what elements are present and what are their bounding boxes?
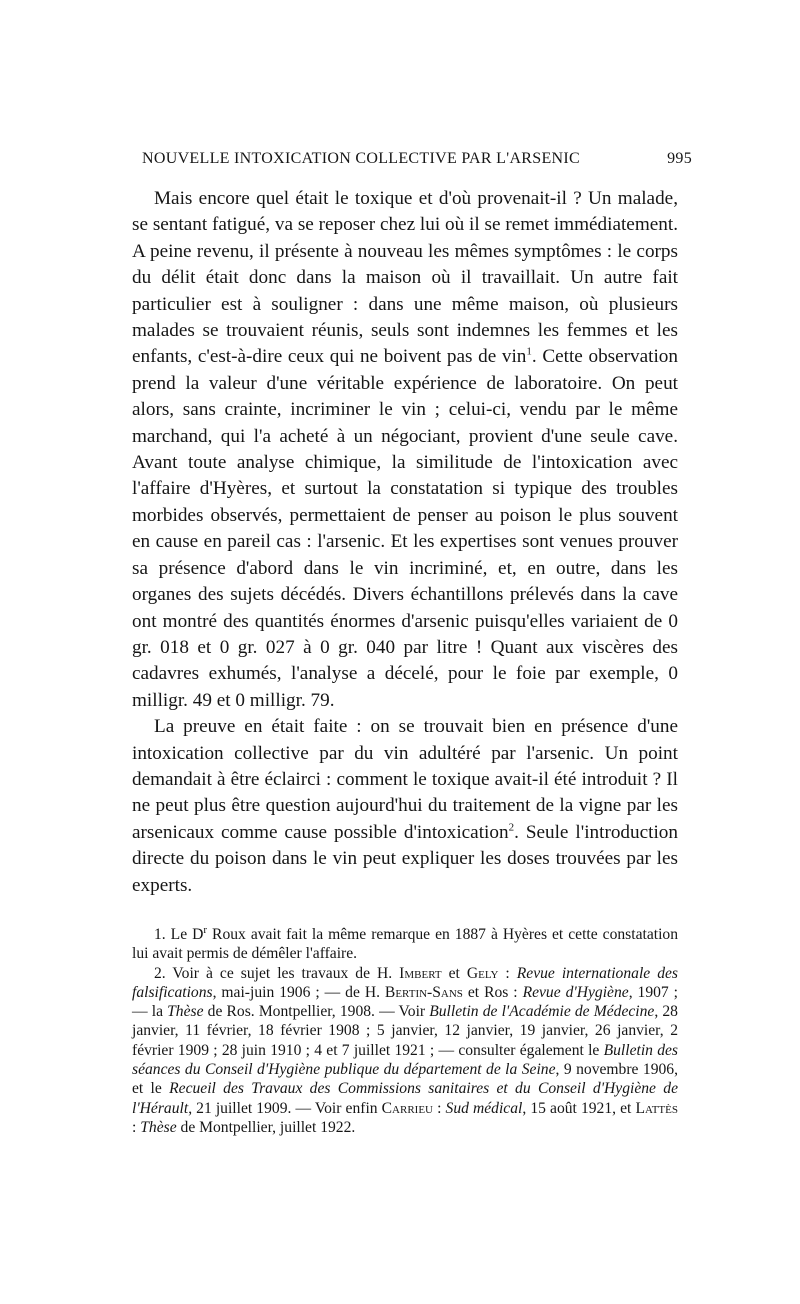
footnote-text: : — [433, 1099, 446, 1117]
footnote-text: , 9 novembre 1906, et le — [132, 1061, 678, 1098]
footnote-1 — [132, 925, 678, 964]
footnote-2 — [132, 964, 678, 1138]
footnote-text: Roux avait fait la même remarque en 1887 à Hyères et cette constatation lui avait permis de démêler l'affaire. — [132, 925, 679, 963]
author-name: Imbert — [399, 964, 442, 982]
running-title: NOUVELLE INTOXICATION COLLECTIVE PAR L'ARSENIC — [142, 150, 580, 167]
body-text — [132, 186, 678, 899]
footnote-text: : — [132, 1118, 141, 1136]
footnote-text: , mai-juin 1906 ; — de H. — [212, 983, 385, 1001]
journal-title: Bulletin de l'Académie de Médecine — [429, 1003, 655, 1021]
footnote-text: de Ros. Montpellier, 1908. — Voir — [203, 1003, 430, 1021]
footnote-text: , 21 juillet 1909. — Voir enfin — [188, 1099, 382, 1117]
paragraph-text: Mais encore quel était le toxique et d'où provenait-il ? Un malade, se sentant fatigué, va se reposer chez lui où il se remet immédiatement. A peine revenu, il présente à nouveau les mêmes symptômes : le corps du délit était donc dans la maison où il travaillait. Un autre fait particulier est à souligner : dans une même maison, où plusieurs malades se trouvaient réunis, seuls sont indemnes les femmes et les enfants, c'est-à-dire ceux qui ne boivent pas de vin — [132, 188, 678, 368]
work-title: Thèse — [140, 1118, 177, 1136]
footnote-text: : — [498, 964, 517, 982]
author-name: Lattès — [635, 1099, 678, 1117]
footnote-text: 1. Le D — [154, 925, 204, 943]
footnote-text: , 15 août 1921, et — [522, 1099, 636, 1117]
journal-title: Recueil des Travaux des Commissions sanitaires et du Conseil d'Hygiène de l'Hérault — [132, 1080, 679, 1117]
running-head — [142, 150, 692, 168]
paragraph-text: . Cette observation prend la valeur d'une véritable expérience de laboratoire. On peut alors, sans crainte, incriminer le vin ; celui-ci, vendu par le même marchand, qui l'a acheté à un négociant, provient d'une seule cave. Avant toute analyse chimique, la similitude de l'intoxication avec l'affaire d'Hyères, et surtout la constatation si typique des troubles morbides observés, permettaient de penser au poison le plus souvent en cause en pareil cas : l'arsenic. Et les expertises sont venues prouver sa présence d'abord dans le vin incriminé, et, en outre, dans les organes des sujets décédés. Divers échantillons prélevés dans la cave ont montré des quantités énormes d'arsenic puisqu'elles variaient de 0 gr. 018 et 0 gr. 027 à 0 gr. 040 par litre ! Quant aux viscères des cadavres exhumés, l'analyse a décelé, pour le foie par exemple, 0 milligr. 49 et 0 milligr. 79. — [132, 346, 678, 711]
footnote-ref: 2 — [508, 821, 515, 834]
footnote-text: et — [441, 964, 467, 982]
footnote-text: de Montpellier, juillet 1922. — [176, 1118, 356, 1136]
work-title: Thèse — [167, 1003, 204, 1021]
footnote-text: 2. Voir à ce sujet les travaux de H. — [154, 964, 400, 982]
journal-title: Bulletin des séances du Conseil d'Hygiène publique du département de la Seine — [132, 1041, 679, 1079]
author-name: Gely — [466, 964, 499, 982]
author-name: Bertin-Sans — [384, 983, 463, 1001]
footnote-sup: r — [203, 923, 208, 936]
paragraph-text: . Seule l'introduction directe du poison dans le vin peut expliquer les doses trouvées par les experts. — [132, 821, 678, 896]
paragraph — [132, 714, 678, 899]
journal-title: Sud médical — [445, 1099, 523, 1117]
footnote-text: et Ros : — [462, 983, 523, 1001]
journal-title: Revue d'Hygiène — [522, 983, 629, 1001]
footnote-text: , 28 janvier, 11 février, 18 février 1908 ; 5 janvier, 12 janvier, 19 janvier, 26 janvier, 2 février 1909 ; 28 juin 1910 ; 4 et 7 juillet 1921 ; — consulter également le — [132, 1003, 678, 1059]
page-number: 995 — [667, 150, 692, 167]
author-name: Carrieu — [381, 1099, 434, 1117]
journal-title: Revue internationale des falsifications — [132, 964, 678, 1001]
footnote-text: , 1907 ; — la — [132, 983, 678, 1021]
paragraph — [132, 186, 678, 714]
book-page — [132, 150, 692, 1137]
footnotes — [132, 917, 678, 1137]
footnote-ref: 1 — [526, 346, 532, 359]
paragraph-text: La preuve en était faite : on se trouvait bien en présence d'une intoxication collective par du vin adultéré par l'arsenic. Un point demandait à être éclairci : comment le toxique avait-il été introduit ? Il ne peut plus être question aujourd'hui du traitement de la vigne par les arsenicaux comme cause possible d'intoxication — [132, 716, 678, 843]
